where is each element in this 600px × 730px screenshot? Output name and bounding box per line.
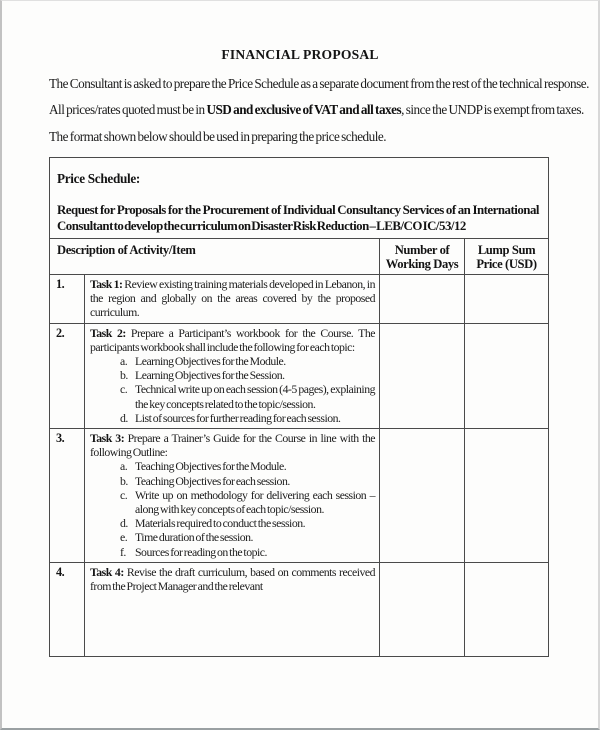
lump-sum-cell bbox=[464, 428, 548, 562]
intro-paragraph-3: The format shown below should be used in preparing the price schedule. bbox=[49, 129, 387, 144]
task-list bbox=[90, 459, 375, 558]
task-label: Task 2: bbox=[90, 325, 126, 340]
list-text: Learning Objectives for the Session. bbox=[135, 368, 285, 383]
page-title: FINANCIAL PROPOSAL bbox=[221, 47, 379, 62]
list-item bbox=[90, 411, 375, 425]
list-item bbox=[90, 488, 375, 516]
row-number: 4. bbox=[50, 562, 84, 656]
col-header-lump-sum: Lump Sum Price (USD) bbox=[464, 239, 548, 274]
list-letter: b. bbox=[120, 473, 128, 488]
list-text: List of sources for further reading for each session. bbox=[135, 410, 341, 425]
lump-sum-cell bbox=[464, 562, 548, 656]
list-item bbox=[90, 368, 375, 382]
price-schedule-heading: Price Schedule: bbox=[57, 171, 141, 186]
rfp-reference: Request for Proposals for the Procurement of Individual Consultancy Services of an International Consultant to develop the curriculum on Disaster Risk Reduction – LEB/CO IC/53/12 bbox=[57, 203, 539, 233]
working-days-cell bbox=[379, 562, 464, 656]
list-text: Learning Objectives for the Module. bbox=[135, 354, 286, 369]
list-letter: e. bbox=[120, 530, 128, 545]
list-letter: c. bbox=[120, 382, 128, 397]
task-description bbox=[84, 323, 379, 428]
intro-paragraph-2-post: , since the UNDP is exempt from taxes. bbox=[401, 102, 584, 117]
intro-paragraph-2-pre: All prices/rates quoted must be in bbox=[49, 102, 207, 117]
row-number: 2. bbox=[50, 323, 84, 428]
task-description bbox=[84, 562, 379, 656]
list-letter: a. bbox=[120, 459, 128, 474]
working-days-cell bbox=[379, 274, 464, 323]
task-label: Task 1: bbox=[90, 277, 123, 291]
list-letter: a. bbox=[120, 354, 128, 369]
intro-paragraph-2-bold: USD and exclusive of VAT and all taxes bbox=[206, 102, 402, 117]
task-list bbox=[90, 354, 375, 425]
list-letter: d. bbox=[120, 516, 128, 531]
list-letter: f. bbox=[120, 544, 126, 559]
col-header-description: Description of Activity/Item bbox=[57, 243, 196, 257]
row-number: 3. bbox=[50, 428, 84, 562]
list-letter: b. bbox=[120, 368, 128, 383]
list-letter: c. bbox=[120, 487, 128, 502]
task-description bbox=[84, 428, 379, 562]
intro-paragraph-1: The Consultant is asked to prepare the Price Schedule as a separate document from the rest of the technical response. bbox=[49, 76, 589, 91]
list-item bbox=[90, 354, 375, 368]
list-text: Teaching Objectives for the Module. bbox=[135, 459, 287, 474]
task-label: Task 3: bbox=[90, 431, 125, 446]
price-schedule-table bbox=[49, 157, 549, 657]
list-text: Sources for reading on the topic. bbox=[135, 544, 267, 559]
list-item bbox=[90, 459, 375, 473]
list-item bbox=[90, 516, 375, 530]
list-text: Technical write up on each session (4-5 pages), explaining the key concepts related to the topic/session. bbox=[135, 382, 375, 411]
list-item bbox=[90, 545, 375, 559]
task-label: Task 4: bbox=[90, 564, 124, 579]
task-text: Prepare a Participant’s workbook for the Course. The participants workbook shall include the following for each topic: bbox=[90, 325, 375, 354]
working-days-cell bbox=[379, 323, 464, 428]
intro-paragraph-2 bbox=[49, 102, 592, 118]
task-description bbox=[84, 274, 379, 323]
row-number: 1. bbox=[50, 274, 84, 323]
lump-sum-cell bbox=[464, 323, 548, 428]
list-item bbox=[90, 382, 375, 410]
task-text: Prepare a Trainer’s Guide for the Course in line with the following Outline: bbox=[90, 431, 375, 460]
list-letter: d. bbox=[120, 410, 128, 425]
task-text: Revise the draft curriculum, based on comments received from the Project Manager and the relevant bbox=[90, 564, 376, 594]
list-item bbox=[90, 474, 375, 488]
list-text: Write up on methodology for delivering each session – along with key concepts of each topic/session. bbox=[135, 487, 375, 517]
list-text: Teaching Objectives for each session. bbox=[135, 473, 290, 488]
task-text: Review existing training materials developed in Lebanon, in the region and globally on the areas covered by the proposed curriculum. bbox=[90, 277, 375, 320]
working-days-cell bbox=[379, 428, 464, 562]
list-item bbox=[90, 530, 375, 544]
lump-sum-cell bbox=[464, 274, 548, 323]
list-text: Materials required to conduct the session. bbox=[135, 516, 306, 531]
col-header-working-days: Number of Working Days bbox=[379, 239, 464, 274]
table-heading-block bbox=[50, 158, 548, 239]
list-text: Time duration of the session. bbox=[135, 530, 253, 545]
